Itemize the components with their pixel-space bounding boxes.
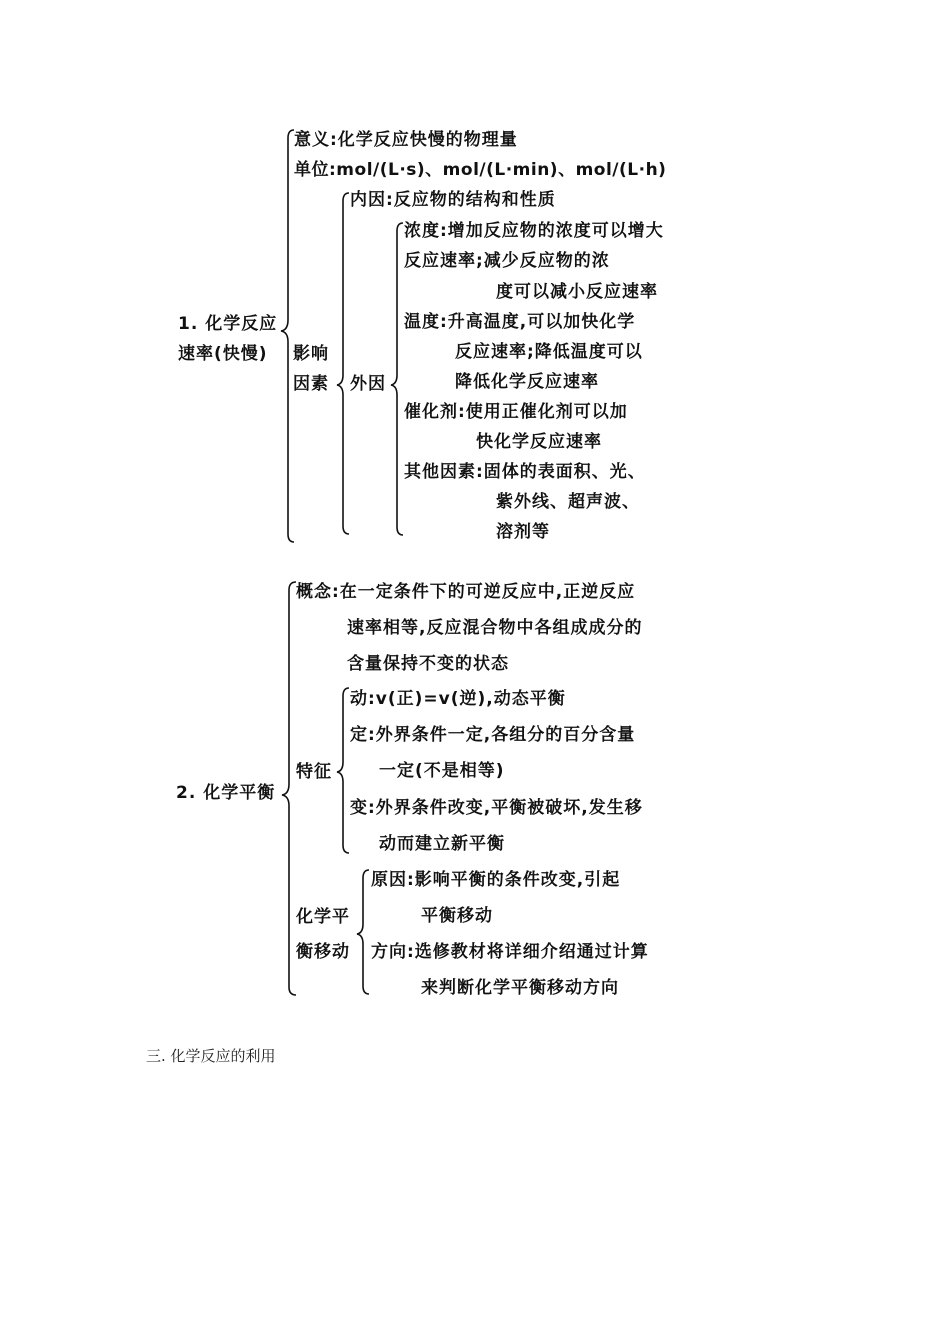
brace-equilibrium (282, 582, 296, 995)
equilibrium-label: 2. 化学平衡 (176, 783, 276, 803)
feature-change-line2: 动而建立新平衡 (379, 834, 505, 854)
brace-factors (337, 193, 349, 534)
factors-label-line1: 影响 (293, 344, 329, 364)
feature-dynamic: 动:v(正)=v(逆),动态平衡 (350, 689, 566, 709)
section-3-title: 三. 化学反应的利用 (146, 1047, 276, 1065)
rate-label-line2: 速率(快慢) (178, 344, 268, 364)
brace-external (391, 223, 403, 535)
shift-cause-line2: 平衡移动 (421, 906, 493, 926)
feature-change-line1: 变:外界条件改变,平衡被破坏,发生移 (350, 798, 643, 818)
feature-fixed-line2: 一定(不是相等) (379, 761, 505, 781)
shift-direction-line2: 来判断化学平衡移动方向 (421, 978, 619, 998)
other-factors-line2: 紫外线、超声波、 (496, 492, 640, 512)
other-factors-line1: 其他因素:固体的表面积、光、 (404, 462, 646, 482)
brace-rate (281, 130, 294, 542)
rate-label-line1: 1. 化学反应 (178, 314, 278, 334)
brace-features (337, 688, 349, 853)
shift-direction-line1: 方向:选修教材将详细介绍通过计算 (371, 942, 649, 962)
external-label: 外因 (350, 374, 386, 394)
brace-shift (357, 870, 369, 994)
catalyst-line2: 快化学反应速率 (476, 432, 602, 452)
shift-label-line2: 衡移动 (296, 942, 350, 962)
concentration-line2: 反应速率;减少反应物的浓 (404, 251, 610, 271)
temperature-line3: 降低化学反应速率 (455, 372, 599, 392)
concept-line1: 概念:在一定条件下的可逆反应中,正逆反应 (296, 582, 636, 602)
catalyst-line1: 催化剂:使用正催化剂可以加 (404, 402, 628, 422)
shift-cause-line1: 原因:影响平衡的条件改变,引起 (371, 870, 621, 890)
concentration-line3: 度可以减小反应速率 (496, 282, 658, 302)
shift-label-line1: 化学平 (296, 907, 350, 927)
features-label: 特征 (296, 762, 332, 782)
internal-factor: 内因:反应物的结构和性质 (350, 190, 556, 210)
feature-fixed-line1: 定:外界条件一定,各组分的百分含量 (350, 725, 636, 745)
concept-line3: 含量保持不变的状态 (347, 654, 509, 674)
factors-label-line2: 因素 (293, 374, 329, 394)
temperature-line2: 反应速率;降低温度可以 (455, 342, 643, 362)
concept-line2: 速率相等,反应混合物中各组成成分的 (347, 618, 643, 638)
other-factors-line3: 溶剂等 (496, 522, 550, 542)
rate-meaning: 意义:化学反应快慢的物理量 (294, 130, 518, 150)
rate-unit: 单位:mol/(L·s)、mol/(L·min)、mol/(L·h) (294, 160, 667, 180)
concentration-line1: 浓度:增加反应物的浓度可以增大 (404, 221, 664, 241)
temperature-line1: 温度:升高温度,可以加快化学 (404, 312, 636, 332)
